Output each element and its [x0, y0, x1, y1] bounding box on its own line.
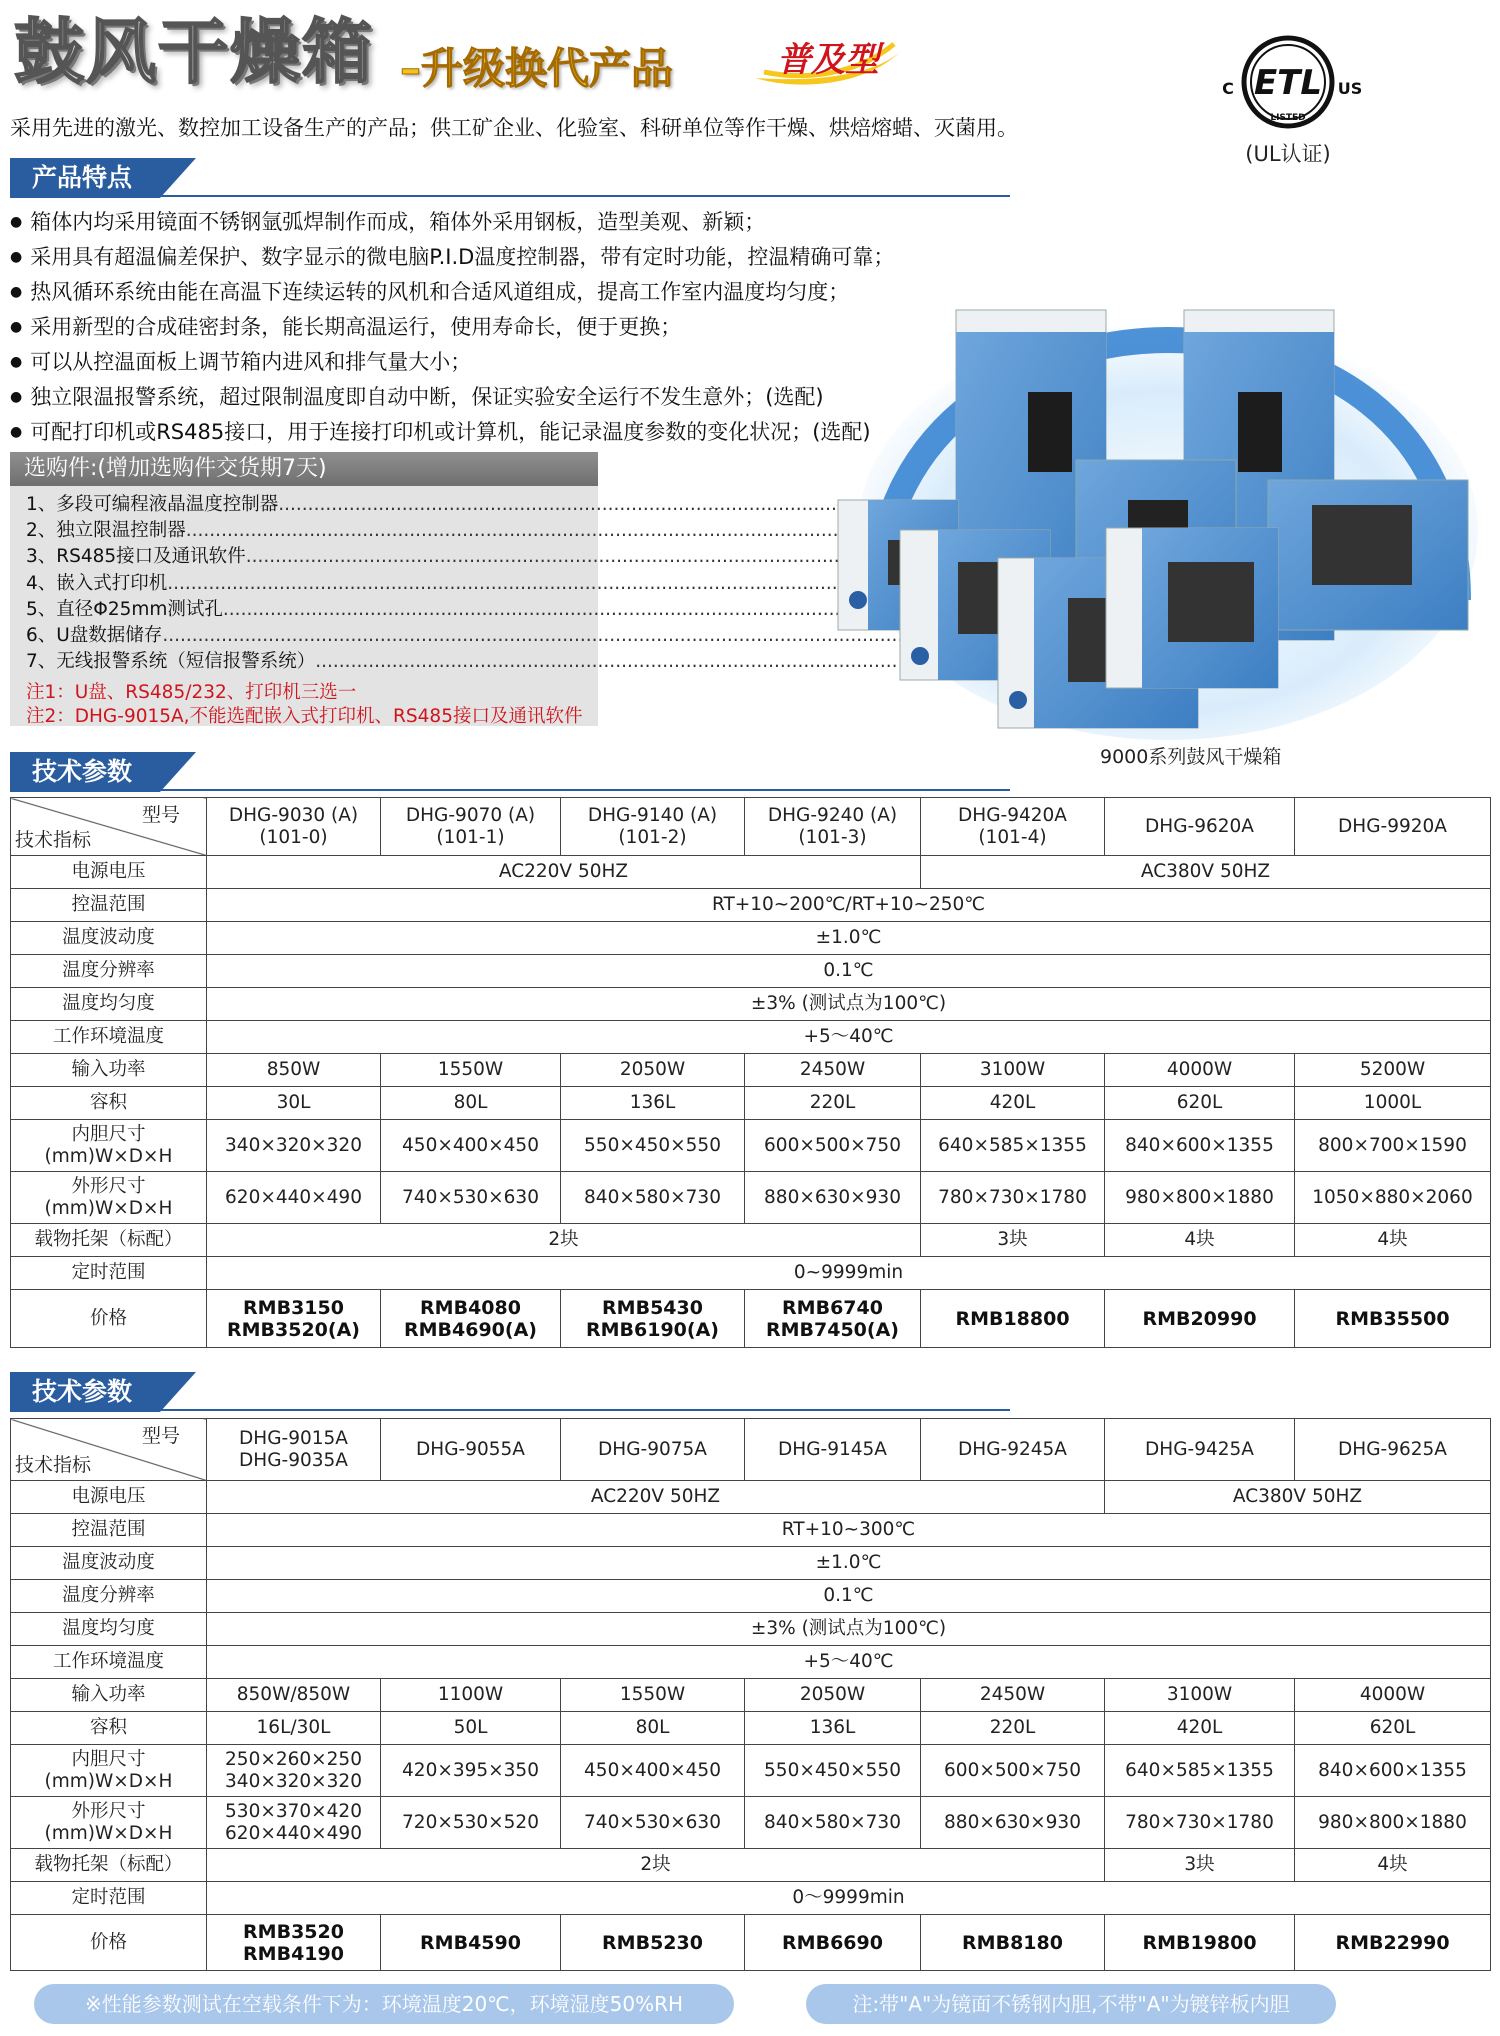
table-cell: 50L [381, 1712, 561, 1745]
table-cell: 740×530×630 [561, 1797, 745, 1849]
row-label: 温度均匀度 [11, 1613, 207, 1646]
row-label: 电源电压 [11, 1481, 207, 1514]
corner-spec-label: 技术指标 [15, 1454, 92, 1476]
table-cell: AC220V 50HZ [207, 856, 921, 889]
spec-section-header-1 [10, 752, 1010, 792]
row-label: 价格 [11, 1290, 207, 1348]
page-subtitle: –升级换代产品 [400, 44, 674, 93]
price-cell: RMB3520 RMB4190 [207, 1915, 381, 1971]
table-cell: 1100W [381, 1679, 561, 1712]
table-cell: 450×400×450 [381, 1120, 561, 1172]
etl-us-mark: US [1337, 79, 1363, 98]
product-caption: 9000系列鼓风干燥箱 [1100, 746, 1282, 768]
row-label: 输入功率 [11, 1679, 207, 1712]
feature-item: ● 可配打印机或RS485接口，用于连接打印机或计算机，能记录温度参数的变化状况；(选配) [10, 416, 1010, 451]
table-corner-cell [11, 1419, 207, 1481]
table-row [11, 1419, 1491, 1481]
table-cell: 640×585×1355 [921, 1120, 1105, 1172]
row-label: 温度分辨率 [11, 955, 207, 988]
table-cell: 2050W [561, 1054, 745, 1087]
accessory-item [26, 544, 586, 570]
model-cell: DHG-9015A DHG-9035A [207, 1419, 381, 1481]
model-cell: DHG-9145A [745, 1419, 921, 1481]
table-cell: 4块 [1295, 1224, 1491, 1257]
table-row [11, 1290, 1491, 1348]
table-cell: 850W [207, 1054, 381, 1087]
row-label: 工作环境温度 [11, 1646, 207, 1679]
price-cell: RMB35500 [1295, 1290, 1491, 1348]
table-row [11, 1797, 1491, 1849]
table-cell: 880×630×930 [921, 1797, 1105, 1849]
table-corner-cell [11, 798, 207, 856]
table-row [11, 1087, 1491, 1120]
corner-spec-label: 技术指标 [15, 829, 92, 851]
row-label: 控温范围 [11, 889, 207, 922]
table-cell: AC380V 50HZ [921, 856, 1491, 889]
table-row [11, 1021, 1491, 1054]
price-cell: RMB8180 [921, 1915, 1105, 1971]
row-label: 温度波动度 [11, 1547, 207, 1580]
model-cell: DHG-9620A [1105, 798, 1295, 856]
table-row [11, 1745, 1491, 1797]
badge-popular [752, 32, 904, 90]
corner-model-label: 型号 [141, 804, 180, 826]
accessory-name: 2、独立限温控制器 [26, 520, 186, 542]
price-cell: RMB19800 [1105, 1915, 1295, 1971]
table-row [11, 1712, 1491, 1745]
table-cell: 4000W [1105, 1054, 1295, 1087]
row-label: 输入功率 [11, 1054, 207, 1087]
table-cell: 550×450×550 [745, 1745, 921, 1797]
spec-table-1 [10, 797, 1491, 1348]
model-cell: DHG-9625A [1295, 1419, 1491, 1481]
table-row [11, 1646, 1491, 1679]
table-cell: 780×730×1780 [921, 1172, 1105, 1224]
table-row [11, 1054, 1491, 1087]
row-label: 外形尺寸 (mm)W×D×H [11, 1172, 207, 1224]
table-cell: 5200W [1295, 1054, 1491, 1087]
cert-caption: (UL认证) [1245, 142, 1331, 166]
page-title: 鼓风干燥箱 [14, 11, 374, 93]
accessory-item [26, 623, 586, 649]
table-row [11, 1172, 1491, 1224]
etl-listed-icon [1218, 32, 1363, 136]
model-cell: DHG-9055A [381, 1419, 561, 1481]
table-cell: 0~9999min [207, 1257, 1491, 1290]
feature-item: ● 采用新型的合成硅密封条，能长期高温运行，使用寿命长，便于更换； [10, 311, 1010, 346]
footer-note-test-conditions: ※性能参数测试在空载条件下为：环境温度20℃，环境湿度50%RH [34, 1984, 734, 2024]
table-cell: 0.1℃ [207, 955, 1491, 988]
row-label: 温度均匀度 [11, 988, 207, 1021]
price-cell: RMB20990 [1105, 1290, 1295, 1348]
table-cell: ±1.0℃ [207, 1547, 1491, 1580]
table-cell: 0.1℃ [207, 1580, 1491, 1613]
table-cell: 620L [1295, 1712, 1491, 1745]
footer-note-a-suffix: 注:带"A"为镜面不锈钢内胆,不带"A"为镀锌板内胆 [806, 1984, 1336, 2024]
features-section-header [10, 158, 1010, 198]
table-row [11, 798, 1491, 856]
table-row [11, 1120, 1491, 1172]
table-cell: 880×630×930 [745, 1172, 921, 1224]
table-cell: 250×260×250 340×320×320 [207, 1745, 381, 1797]
table-cell: AC380V 50HZ [1105, 1481, 1491, 1514]
table-cell: ±1.0℃ [207, 922, 1491, 955]
table-row [11, 1481, 1491, 1514]
table-cell: 30L [207, 1087, 381, 1120]
accessory-item [26, 518, 586, 544]
model-cell: DHG-9070 (A) (101-1) [381, 798, 561, 856]
accessories-box [10, 452, 598, 726]
table-cell: 1050×880×2060 [1295, 1172, 1491, 1224]
table-cell: 420×395×350 [381, 1745, 561, 1797]
price-cell: RMB5230 [561, 1915, 745, 1971]
model-cell: DHG-9420A (101-4) [921, 798, 1105, 856]
feature-item: ● 采用具有超温偏差保护、数字显示的微电脑P.I.D温度控制器，带有定时功能，控温精确可靠； [10, 241, 1010, 276]
table-cell: 420L [1105, 1712, 1295, 1745]
table-cell: 450×400×450 [561, 1745, 745, 1797]
price-cell: RMB22990 [1295, 1915, 1491, 1971]
table-row [11, 1849, 1491, 1882]
row-label: 内胆尺寸 (mm)W×D×H [11, 1120, 207, 1172]
table-cell: 3块 [1105, 1849, 1295, 1882]
table-cell: 840×600×1355 [1105, 1120, 1295, 1172]
table-cell: 600×500×750 [921, 1745, 1105, 1797]
table-cell: RT+10~200℃/RT+10~250℃ [207, 889, 1491, 922]
corner-model-label: 型号 [141, 1425, 180, 1447]
price-cell: RMB5430 RMB6190(A) [561, 1290, 745, 1348]
features-heading: 产品特点 [10, 158, 160, 198]
table-cell: 16L/30L [207, 1712, 381, 1745]
table-cell: 2450W [921, 1679, 1105, 1712]
table-cell: 1550W [381, 1054, 561, 1087]
table-cell: 620L [1105, 1087, 1295, 1120]
table-cell: 1000L [1295, 1087, 1491, 1120]
table-cell: 220L [745, 1087, 921, 1120]
intro-text: 采用先进的激光、数控加工设备生产的产品；供工矿企业、化验室、科研单位等作干燥、烘焙熔蜡、灭菌用。 [10, 116, 1018, 140]
accessory-name: 7、无线报警系统（短信报警系统） [26, 651, 316, 673]
table-cell: 530×370×420 620×440×490 [207, 1797, 381, 1849]
accessory-name: 3、RS485接口及通讯软件 [26, 546, 246, 568]
table-cell: 3块 [921, 1224, 1105, 1257]
table-cell: 740×530×630 [381, 1172, 561, 1224]
table-cell: 640×585×1355 [1105, 1745, 1295, 1797]
accessory-item [26, 649, 586, 675]
spec-heading-1: 技术参数 [10, 752, 160, 792]
table-row [11, 1613, 1491, 1646]
table-cell: 0～9999min [207, 1882, 1491, 1915]
table-row [11, 1679, 1491, 1712]
table-cell: 136L [561, 1087, 745, 1120]
table-cell: 800×700×1590 [1295, 1120, 1491, 1172]
table-cell: 780×730×1780 [1105, 1797, 1295, 1849]
table-cell: 980×800×1880 [1295, 1797, 1491, 1849]
table-row [11, 889, 1491, 922]
table-cell: +5～40℃ [207, 1021, 1491, 1054]
price-cell: RMB4080 RMB4690(A) [381, 1290, 561, 1348]
table-cell: 3100W [1105, 1679, 1295, 1712]
table-cell: 2050W [745, 1679, 921, 1712]
row-label: 外形尺寸 (mm)W×D×H [11, 1797, 207, 1849]
table-row [11, 1224, 1491, 1257]
table-cell: AC220V 50HZ [207, 1481, 1105, 1514]
table-cell: 600×500×750 [745, 1120, 921, 1172]
table-cell: 80L [381, 1087, 561, 1120]
row-label: 温度波动度 [11, 922, 207, 955]
etl-c-mark: C [1222, 79, 1234, 98]
table-cell: 550×450×550 [561, 1120, 745, 1172]
table-cell: 220L [921, 1712, 1105, 1745]
accessory-name: 1、多段可编程液晶温度控制器 [26, 494, 279, 515]
feature-item: ● 可以从控温面板上调节箱内进风和排气量大小； [10, 346, 1010, 381]
table-cell: 4块 [1295, 1849, 1491, 1882]
table-cell: 840×600×1355 [1295, 1745, 1491, 1797]
etl-listed-mark: LISTED [1270, 113, 1306, 123]
table-cell: 4块 [1105, 1224, 1295, 1257]
spec-table-2 [10, 1418, 1491, 1971]
table-cell: 720×530×520 [381, 1797, 561, 1849]
price-cell: RMB6740 RMB7450(A) [745, 1290, 921, 1348]
accessory-name: 4、嵌入式打印机 [26, 572, 168, 594]
table-cell: RT+10~300℃ [207, 1514, 1491, 1547]
table-cell: +5～40℃ [207, 1646, 1491, 1679]
accessory-note-1: 注1：U盘、RS485/232、打印机三选一 [26, 682, 357, 703]
accessory-item [26, 492, 586, 518]
table-cell: 1550W [561, 1679, 745, 1712]
row-label: 温度分辨率 [11, 1580, 207, 1613]
price-cell: RMB18800 [921, 1290, 1105, 1348]
row-label: 载物托架（标配） [11, 1849, 207, 1882]
table-cell: 2块 [207, 1224, 921, 1257]
row-label: 定时范围 [11, 1257, 207, 1290]
row-label: 内胆尺寸 (mm)W×D×H [11, 1745, 207, 1797]
spec-section-header-2 [10, 1372, 1010, 1412]
row-label: 控温范围 [11, 1514, 207, 1547]
model-cell: DHG-9075A [561, 1419, 745, 1481]
table-cell: 620×440×490 [207, 1172, 381, 1224]
price-cell: RMB4590 [381, 1915, 561, 1971]
table-row [11, 1257, 1491, 1290]
drying-oven-illustration-icon [838, 300, 1478, 740]
row-label: 定时范围 [11, 1882, 207, 1915]
table-row [11, 1915, 1491, 1971]
table-cell: 80L [561, 1712, 745, 1745]
accessory-name: 5、直径Φ25mm测试孔 [26, 598, 223, 620]
table-cell: 340×320×320 [207, 1120, 381, 1172]
row-label: 容积 [11, 1712, 207, 1745]
table-row [11, 988, 1491, 1021]
table-cell: 3100W [921, 1054, 1105, 1087]
feature-item: ● 热风循环系统由能在高温下连续运转的风机和合适风道组成，提高工作室内温度均匀度； [10, 276, 1010, 311]
table-cell: 840×580×730 [561, 1172, 745, 1224]
row-label: 容积 [11, 1087, 207, 1120]
table-cell: 980×800×1880 [1105, 1172, 1295, 1224]
table-cell: ±3% (测试点为100℃) [207, 988, 1491, 1021]
accessories-heading: 选购件:(增加选购件交货期7天) [10, 452, 598, 486]
model-cell: DHG-9425A [1105, 1419, 1295, 1481]
table-cell: ±3% (测试点为100℃) [207, 1613, 1491, 1646]
price-cell: RMB3150 RMB3520(A) [207, 1290, 381, 1348]
row-label: 载物托架（标配） [11, 1224, 207, 1257]
table-row [11, 955, 1491, 988]
accessory-item [26, 597, 586, 623]
table-row [11, 856, 1491, 889]
model-cell: DHG-9140 (A) (101-2) [561, 798, 745, 856]
feature-item: ● 独立限温报警系统，超过限制温度即自动中断，保证实验安全运行不发生意外；(选配) [10, 381, 1010, 416]
row-label: 电源电压 [11, 856, 207, 889]
row-label: 工作环境温度 [11, 1021, 207, 1054]
row-label: 价格 [11, 1915, 207, 1971]
table-cell: 420L [921, 1087, 1105, 1120]
table-cell: 2450W [745, 1054, 921, 1087]
accessory-item [26, 571, 586, 597]
spec-heading-2: 技术参数 [10, 1372, 160, 1412]
price-cell: RMB6690 [745, 1915, 921, 1971]
table-row [11, 1547, 1491, 1580]
accessory-note-2: 注2：DHG-9015A,不能选配嵌入式打印机、RS485接口及通讯软件 [26, 706, 583, 727]
etl-logo [1218, 32, 1363, 136]
accessories-list [26, 492, 586, 675]
model-cell: DHG-9245A [921, 1419, 1105, 1481]
badge-text: 普及型 [777, 40, 879, 80]
table-row [11, 1882, 1491, 1915]
model-cell: DHG-9240 (A) (101-3) [745, 798, 921, 856]
table-cell: 2块 [207, 1849, 1105, 1882]
table-cell: 4000W [1295, 1679, 1491, 1712]
accessory-name: 6、U盘数据储存 [26, 625, 163, 647]
model-cell: DHG-9030 (A) (101-0) [207, 798, 381, 856]
model-cell: DHG-9920A [1295, 798, 1491, 856]
product-image [838, 300, 1478, 740]
etl-mark: ETL [1253, 63, 1323, 103]
feature-item: ● 箱体内均采用镜面不锈钢氩弧焊制作而成，箱体外采用钢板，造型美观、新颖； [10, 206, 1010, 241]
table-row [11, 1580, 1491, 1613]
table-cell: 136L [745, 1712, 921, 1745]
table-cell: 850W/850W [207, 1679, 381, 1712]
table-row [11, 1514, 1491, 1547]
table-cell: 840×580×730 [745, 1797, 921, 1849]
table-row [11, 922, 1491, 955]
